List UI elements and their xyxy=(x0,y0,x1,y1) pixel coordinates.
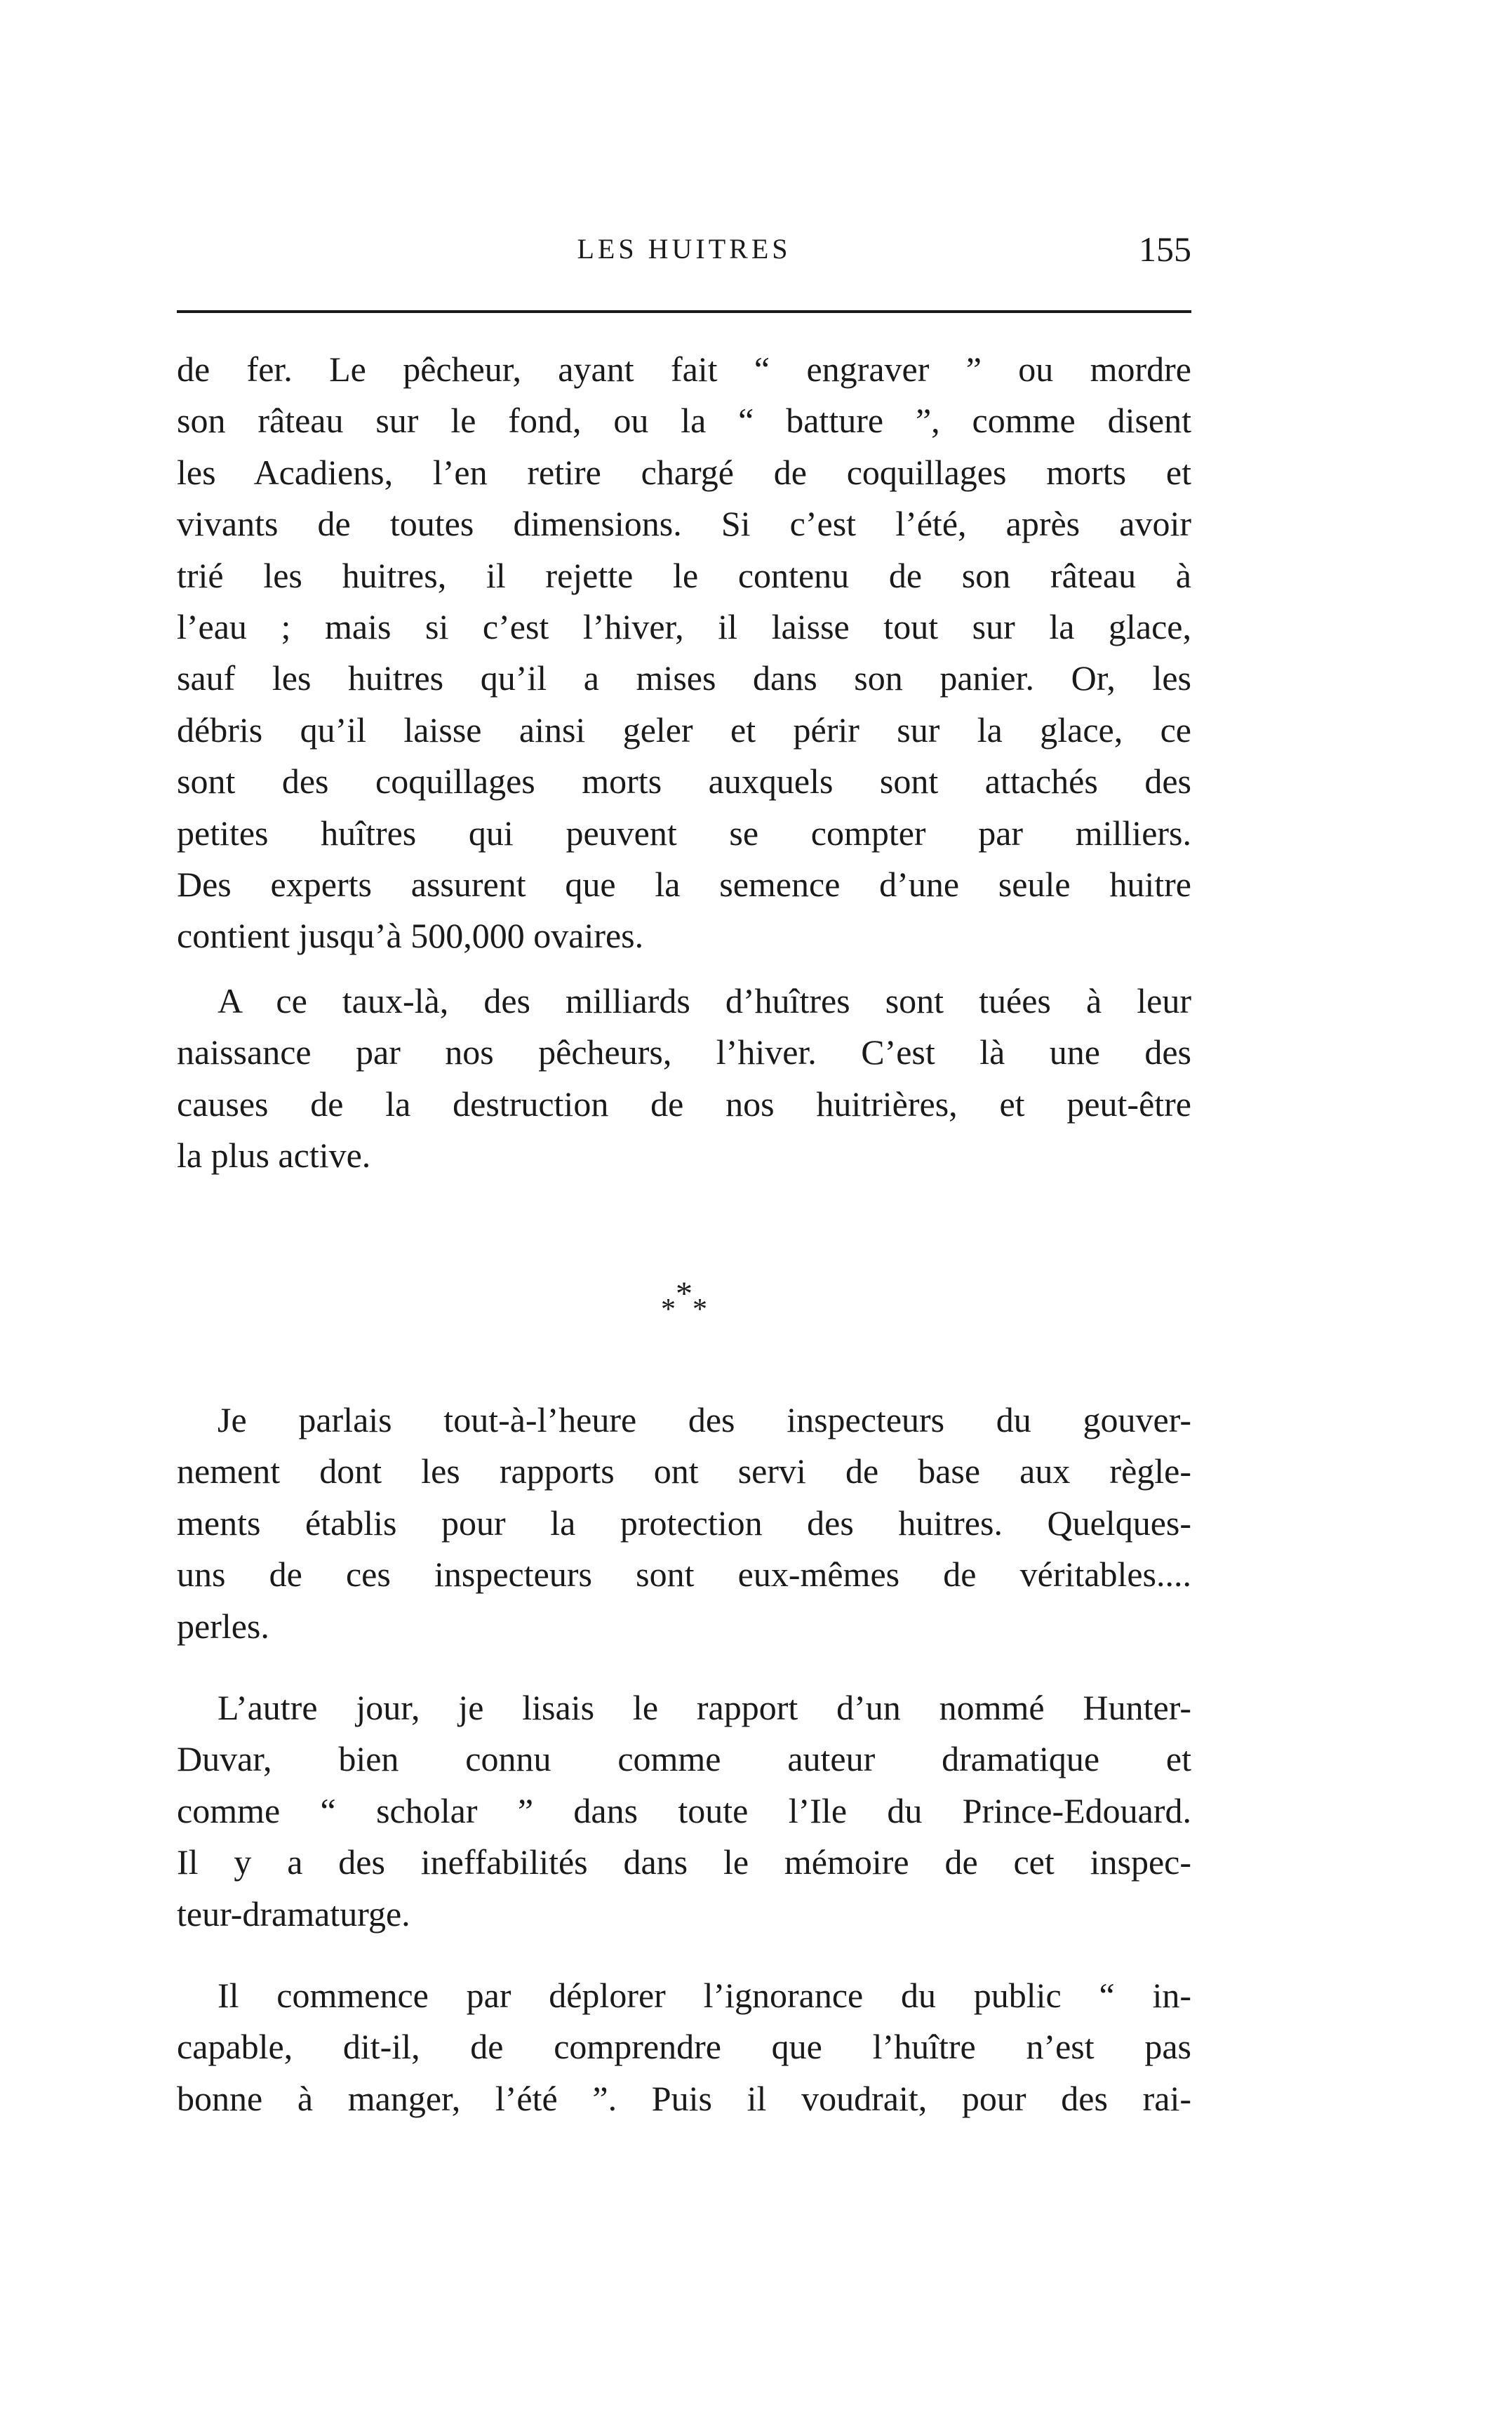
text-line: de fer. Le pêcheur, ayant fait “ engraver ” ou mordre xyxy=(177,350,1191,389)
running-head xyxy=(177,225,1191,274)
text-line: vivants de toutes dimensions. Si c’est l’été, après avoir xyxy=(177,504,1191,544)
text-line: Des experts assurent que la semence d’une seule huitre xyxy=(177,864,1191,904)
paragraph-2 xyxy=(177,976,1191,1182)
text-line: L’autre jour, je lisais le rapport d’un nommé Hunter- xyxy=(218,1688,1191,1727)
asterism-separator xyxy=(177,1270,1191,1326)
paragraph-3 xyxy=(177,1395,1191,1652)
paragraph-5 xyxy=(177,1970,1191,2124)
text-line: sauf les huitres qu’il a mises dans son panier. Or, les xyxy=(177,658,1191,698)
asterism-star: * xyxy=(693,1293,707,1326)
text-line: comme “ scholar ” dans toute l’Ile du Prince-Edouard. xyxy=(177,1790,1191,1830)
text-line: capable, dit-il, de comprendre que l’huître n’est pas xyxy=(177,2027,1191,2067)
paragraph-1 xyxy=(177,344,1191,962)
text-line: petites huîtres qui peuvent se compter par milliers. xyxy=(177,813,1191,853)
text-line: Duvar, bien connu comme auteur dramatique et xyxy=(177,1739,1191,1779)
text-line: l’eau ; mais si c’est l’hiver, il laisse tout sur la glace, xyxy=(177,606,1191,646)
text-line: ments établis pour la protection des huitres. Quelques- xyxy=(177,1503,1191,1543)
text-line: Il y a des ineffabilités dans le mémoire de cet inspec- xyxy=(177,1842,1191,1882)
header-rule xyxy=(177,310,1191,313)
text-line: nement dont les rapports ont servi de base aux règle- xyxy=(177,1451,1191,1491)
text-line: naissance par nos pêcheurs, l’hiver. C’est là une des xyxy=(177,1032,1191,1072)
text-line: bonne à manger, l’été ”. Puis il voudrait, pour des rai- xyxy=(177,2078,1191,2118)
text-line: trié les huitres, il rejette le contenu de son râteau à xyxy=(177,555,1191,595)
text-line: causes de la destruction de nos huitrières, et peut-être xyxy=(177,1084,1191,1124)
page-number: 155 xyxy=(1139,229,1191,269)
text-line: la plus active. xyxy=(177,1136,371,1176)
text-line: les Acadiens, l’en retire chargé de coquillages morts et xyxy=(177,452,1191,492)
asterism-star: * xyxy=(661,1293,676,1326)
text-line: contient jusqu’à 500,000 ovaires. xyxy=(177,916,644,956)
asterism-star: * xyxy=(676,1275,693,1312)
text-line: teur-dramaturge. xyxy=(177,1894,410,1934)
text-line: perles. xyxy=(177,1606,269,1646)
text-line: débris qu’il laisse ainsi geler et périr sur la glace, ce xyxy=(177,710,1191,750)
text-line: Il commence par déplorer l’ignorance du public “ in- xyxy=(218,1976,1191,2015)
running-title: LES HUITRES xyxy=(577,233,791,265)
text-line: Je parlais tout-à-l’heure des inspecteurs du gouver- xyxy=(218,1400,1191,1439)
text-line: A ce taux-là, des milliards d’huîtres sont tuées à leur xyxy=(218,981,1191,1020)
text-line: sont des coquillages morts auxquels sont attachés des xyxy=(177,761,1191,801)
paragraph-4 xyxy=(177,1682,1191,1940)
text-line: son râteau sur le fond, ou la “ batture ”, comme disent xyxy=(177,401,1191,441)
text-line: uns de ces inspecteurs sont eux-mêmes de véritables.... xyxy=(177,1555,1191,1595)
